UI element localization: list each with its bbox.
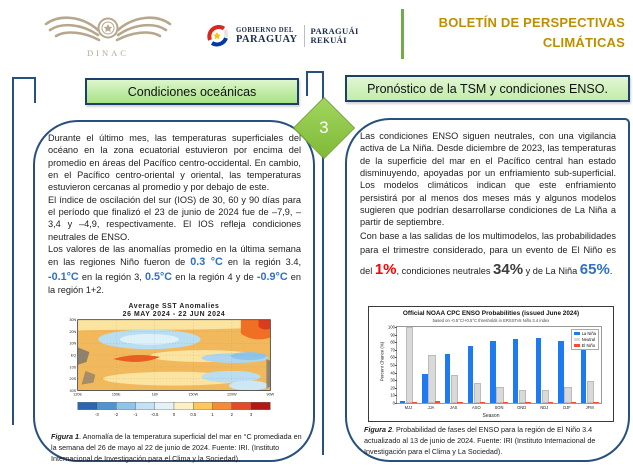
- right-paragraph-1: Las condiciones ENSO siguen neutrales, con una vigilancia activa de La Niña. Desde diciembre de 2023, las temperaturas de la superficie del mar en el Pacífico central han estado disminuyendo, apoyadas por un enfriamiento sub-superficial. Los modelos climáticos indican que este enfriamiento persistirá por al menos dos meses más y algunos modelos sugieren que podrían desarrollarse condiciones de La Niña a partir de septiembre.: [360, 131, 616, 228]
- x-axis-tick: JJA: [427, 405, 435, 410]
- enso-probability-chart: [368, 306, 614, 422]
- bar-el-niño: [435, 401, 440, 403]
- bar-neutral: [542, 390, 549, 403]
- y-axis-tick: 30: [390, 377, 395, 383]
- colorbar-segment: [97, 402, 116, 409]
- elnino-probability-value: 1%: [374, 261, 397, 279]
- gobierno-logo-divider: [304, 25, 305, 47]
- gobierno-line4: REKUÁI: [310, 35, 347, 45]
- bar-neutral: [428, 355, 435, 403]
- map-lat-tick: 20S: [69, 377, 77, 382]
- bar-neutral: [474, 383, 481, 403]
- bar-la-niña: [400, 401, 405, 403]
- colorbar-tick: 2: [230, 412, 233, 418]
- chart-title: Official NOAA CPC ENSO Probabilities (issued June 2024): [402, 310, 580, 317]
- y-axis-tick: 40: [390, 370, 395, 376]
- nino3-anomaly-value: -0.1°C: [48, 270, 79, 283]
- map-colorbar: [78, 402, 271, 417]
- legend-label: La Niña: [581, 331, 596, 336]
- dinac-label: DINAC: [87, 48, 129, 58]
- bar-neutral: [496, 387, 503, 403]
- bar-la-niña: [422, 374, 427, 403]
- sst-anomaly-map: [56, 300, 292, 420]
- bar-el-niño: [548, 402, 553, 403]
- colorbar-segment: [213, 402, 232, 409]
- map-lon-tick: 150W: [188, 392, 199, 397]
- chart-subtitle: based on -0.5°C/+0.5°C thresholds in ERSSTv5 Niño 3.4 index: [432, 318, 550, 323]
- y-axis-tickmark: [395, 335, 397, 336]
- bar-el-niño: [525, 402, 530, 403]
- lanina-probability-value: 65%: [579, 261, 610, 279]
- step-number: 3: [319, 118, 329, 137]
- y-axis-tickmark: [395, 395, 397, 396]
- right-panel: [345, 118, 630, 462]
- y-axis-tick: 90: [390, 332, 395, 338]
- y-axis-tickmark: [395, 327, 397, 328]
- y-axis-tick: 20: [390, 385, 395, 391]
- gobierno-line1: GOBIERNO DEL: [236, 26, 294, 34]
- nino4-anomaly-value: 0.5°C: [144, 270, 173, 283]
- bar-la-niña: [513, 339, 518, 403]
- colorbar-segment: [193, 402, 212, 409]
- colorbar-segment: [78, 402, 97, 409]
- gobierno-emblem-icon: [205, 23, 231, 49]
- left-panel: [33, 120, 315, 462]
- map-lon-tick: 120W: [226, 392, 237, 397]
- colorbar-segment: [116, 402, 135, 409]
- bar-neutral: [564, 387, 571, 403]
- bulletin-title-line1: BOLETÍN DE PERSPECTIVAS: [438, 15, 625, 30]
- figure2-caption: Figura 2. Probabilidad de fases del ENSO para la región de El Niño 3.4 actualizado al 13 de junio de 2024. Fuente: IRI (Instituto Internacional de Investigación para el Clima y La Sociedad).: [364, 425, 596, 456]
- colorbar-tick: 0.5: [190, 412, 197, 418]
- bar-el-niño: [571, 402, 576, 403]
- chart-legend: [571, 329, 599, 350]
- sst-anomaly-map-figure: [56, 300, 292, 425]
- y-axis-tick: 10: [390, 392, 395, 398]
- map-lat-tick: 10S: [69, 365, 77, 370]
- map-lat-tick: 30S: [69, 388, 77, 393]
- colorbar-tick: 1: [211, 412, 214, 418]
- nino34-anomaly-value: 0.3 °C: [190, 256, 223, 269]
- x-axis-tick: JFM: [585, 405, 594, 410]
- colorbar-tick: 3: [249, 412, 253, 418]
- nino12-anomaly-value: -0.9°C: [256, 270, 288, 283]
- center-connector-stub: [306, 71, 308, 96]
- y-axis-tick: 60: [390, 354, 395, 360]
- left-panel-text: [48, 132, 301, 297]
- figure1-caption: Figura 1. Anomalía de la temperatura superficial del mar en °C promediada en la semana del 26 de mayo al 22 de junio de 2024. Fuente: IRI. (Instituto Internacional de Investigación para el Clima y la Sociedad).: [51, 432, 302, 463]
- y-axis-tickmark: [395, 388, 397, 389]
- left-connector-vertical: [12, 77, 14, 425]
- gobierno-wordmark-gn: [311, 27, 359, 45]
- x-axis-tick: SON: [494, 405, 504, 410]
- gobierno-paraguay-logo: [205, 23, 359, 49]
- y-axis-tickmark: [395, 365, 397, 366]
- y-axis-tickmark: [395, 357, 397, 358]
- gobierno-line2: PARAGUAY: [236, 34, 298, 46]
- left-panel-header: [85, 78, 299, 105]
- figure2-label: Figura 2: [364, 425, 392, 434]
- gobierno-wordmark-es: [236, 27, 298, 45]
- legend-entry: [574, 331, 596, 336]
- chart-x-axis-label: Season: [482, 413, 500, 419]
- bar-el-niño: [480, 402, 485, 403]
- bulletin-title-line2: CLIMÁTICAS: [542, 35, 625, 51]
- colorbar-tick: -1: [133, 412, 138, 418]
- map-lat-tick: 10N: [69, 341, 77, 346]
- colorbar-tick: 0: [172, 412, 176, 418]
- bar-el-niño: [457, 402, 462, 403]
- x-axis-tick: ASO: [472, 405, 481, 410]
- y-axis-tickmark: [395, 342, 397, 343]
- colorbar-tick: -2: [114, 412, 119, 418]
- y-axis-tickmark: [395, 373, 397, 374]
- legend-swatch: [574, 344, 580, 348]
- bar-el-niño: [593, 402, 598, 403]
- x-axis-tick: MJJ: [404, 405, 413, 410]
- left-panel-title: Condiciones oceánicas: [127, 84, 257, 99]
- map-lat-tick: EQ: [70, 353, 77, 358]
- bar-el-niño: [503, 402, 508, 403]
- chart-plot-area: [388, 324, 602, 410]
- legend-label: Neutral: [581, 337, 596, 342]
- neutral-probability-value: 34%: [493, 261, 524, 279]
- colorbar-segment: [174, 402, 193, 409]
- bar-la-niña: [468, 346, 473, 403]
- right-panel-header: [345, 75, 630, 102]
- right-panel-title: Pronóstico de la TSM y condiciones ENSO.: [367, 81, 608, 96]
- left-connector-horizontal: [12, 77, 36, 79]
- legend-entry: [574, 343, 596, 348]
- bar-neutral: [587, 381, 594, 403]
- map-lon-tick: 90W: [266, 392, 275, 397]
- left-connector-stub: [34, 77, 36, 103]
- left-paragraph-1: Durante el último mes, las temperaturas superficiales del océano en la zona ecuatorial estuvieron por encima del promedio en áreas del Pacífico centro-occidental. En cambio, en el Pacífico centro-oriental y oriental, las temperaturas estuvieron cercanas al promedio y por debajo de este.: [48, 133, 301, 193]
- map-lat-tick: 30N: [69, 318, 77, 323]
- y-axis-tick: 70: [390, 347, 395, 353]
- y-axis-tick: 50: [390, 362, 395, 368]
- map-lon-tick: 150E: [111, 392, 121, 397]
- right-paragraph-2: Con base a las salidas de los multimodelos, las probabilidades para el trimestre considerado, para un evento de El Niño es del 1%, condiciones neutrales 34% y de La Niña 65%.: [360, 230, 616, 279]
- map-lon-tick: 180: [151, 392, 158, 397]
- y-axis-tick: 0: [392, 400, 395, 406]
- title-accent-bar: [401, 9, 404, 59]
- map-plot-area: [78, 320, 271, 391]
- colorbar-tick: -0.5: [151, 412, 159, 418]
- chart-y-axis-label: Percent Chance (%): [379, 341, 385, 382]
- map-lat-tick: 20N: [69, 329, 77, 334]
- legend-entry: [574, 337, 596, 342]
- legend-label: El Niño: [581, 343, 596, 348]
- bar-la-niña: [558, 341, 563, 403]
- bulletin-title: [410, 13, 625, 53]
- dinac-logo: [38, 4, 178, 64]
- colorbar-segment: [135, 402, 154, 409]
- bar-la-niña: [445, 354, 450, 403]
- left-paragraph-2: El índice de oscilación del sur (IOS) de 30, 60 y 90 días para el período que finalizó el 23 de junio de 2024 fue de –7,9, –3,4 y –4,9, respectivamente. El IOS refleja condiciones neutrales de ENSO.: [48, 194, 301, 242]
- bar-la-niña: [536, 338, 541, 403]
- y-axis-tickmark: [395, 380, 397, 381]
- x-axis-tick: OND: [517, 405, 527, 410]
- x-axis-tick: NDJ: [540, 405, 549, 410]
- left-paragraph-3: Los valores de las anomalías promedio en la última semana en las regiones Niño fueron de 0.3 °C en la región 3.4, -0.1°C en la región 3, 0.5°C en la región 4 y de -0.9°C en la región 1+2.: [48, 243, 302, 296]
- legend-swatch: [574, 332, 580, 336]
- right-panel-text: [360, 130, 616, 282]
- gobierno-line3: PARAGUÁI: [310, 25, 359, 36]
- bar-el-niño: [412, 402, 417, 403]
- y-axis-tickmark: [395, 350, 397, 351]
- y-axis-tick: 100: [388, 324, 395, 330]
- x-axis-tick: JAS: [449, 405, 458, 410]
- bar-la-niña: [490, 341, 495, 403]
- bar-neutral: [406, 327, 413, 403]
- legend-swatch: [574, 338, 580, 342]
- x-axis-tick: DJF: [563, 405, 571, 410]
- page-header: [0, 0, 633, 70]
- bar-la-niña: [581, 348, 586, 403]
- colorbar-segment: [232, 402, 251, 409]
- colorbar-segment: [155, 402, 174, 409]
- bar-neutral: [451, 375, 458, 403]
- bar-neutral: [519, 390, 526, 403]
- map-subtitle: 26 MAY 2024 - 22 JUN 2024: [122, 311, 226, 319]
- colorbar-segment: [251, 402, 270, 409]
- y-axis-tickmark: [392, 400, 397, 406]
- figure1-label: Figura 1: [51, 432, 79, 441]
- y-axis-tick: 80: [390, 339, 395, 345]
- map-title: Average SST Anomalies: [128, 302, 220, 310]
- colorbar-tick: -3: [95, 412, 99, 418]
- map-lon-tick: 120E: [73, 392, 82, 397]
